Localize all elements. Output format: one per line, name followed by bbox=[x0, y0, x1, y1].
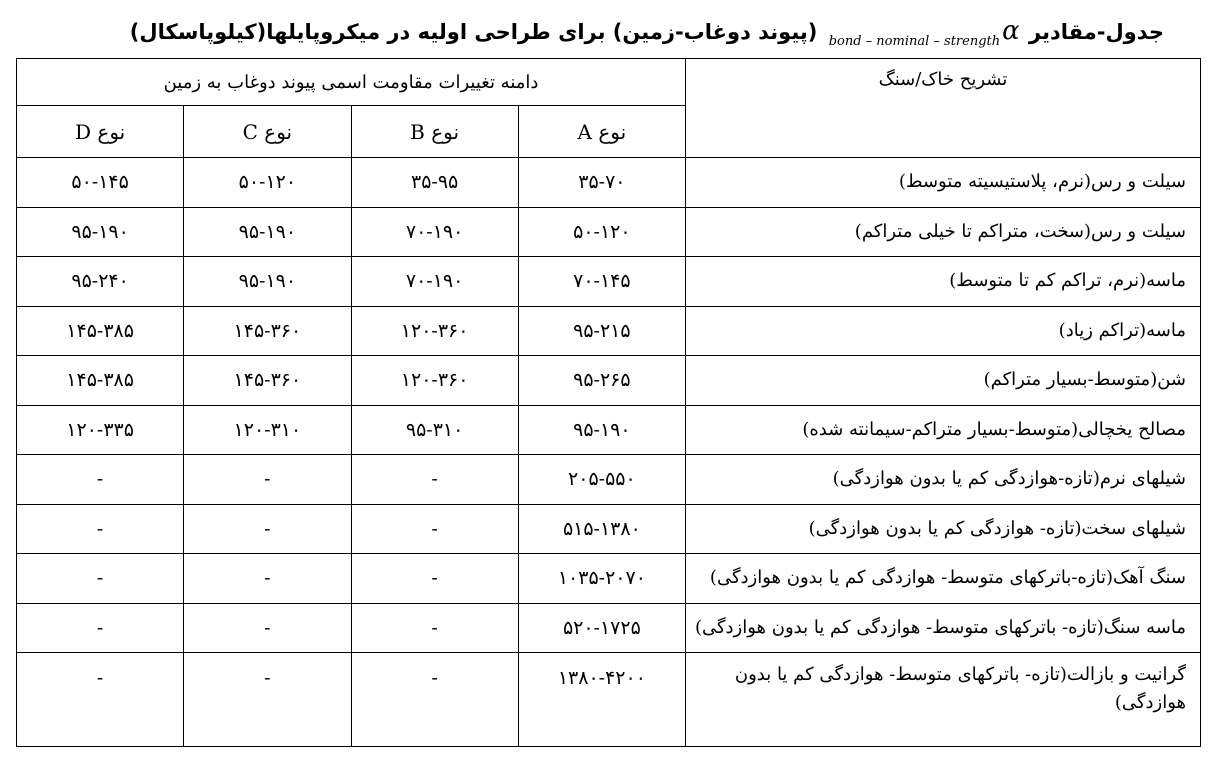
cell-type-d: - bbox=[17, 455, 184, 505]
cell-type-d: ۹۵-۱۹۰ bbox=[17, 207, 184, 257]
row-description: ماسه سنگ(تازه- باترکهای متوسط- هوازدگی کم یا بدون هوازدگی) bbox=[686, 603, 1201, 653]
cell-type-d: - bbox=[17, 653, 184, 747]
row-description: سیلت و رس(نرم، پلاستیسیته متوسط) bbox=[686, 158, 1201, 208]
table-title bbox=[120, 6, 1164, 56]
table-row bbox=[17, 455, 1201, 505]
cell-type-c: ۱۴۵-۳۶۰ bbox=[184, 306, 351, 356]
alpha-symbol: α bbox=[1002, 16, 1020, 46]
alpha-subscript: bond – nominal – strength bbox=[828, 34, 1001, 49]
row-description: سنگ آهک(تازه-باترکهای متوسط- هوازدگی کم یا بدون هوازدگی) bbox=[686, 554, 1201, 604]
cell-type-a: ۳۵-۷۰ bbox=[518, 158, 685, 208]
cell-type-a: ۷۰-۱۴۵ bbox=[518, 257, 685, 307]
table-row bbox=[17, 603, 1201, 653]
cell-type-c: - bbox=[184, 455, 351, 505]
cell-type-a: ۹۵-۲۱۵ bbox=[518, 306, 685, 356]
row-description: شیلهای سخت(تازه- هوازدگی کم یا بدون هوازدگی) bbox=[686, 504, 1201, 554]
table-row bbox=[17, 405, 1201, 455]
cell-type-d: ۱۲۰-۳۳۵ bbox=[17, 405, 184, 455]
cell-type-d: ۵۰-۱۴۵ bbox=[17, 158, 184, 208]
cell-type-b: ۷۰-۱۹۰ bbox=[351, 257, 518, 307]
bond-strength-table bbox=[16, 58, 1201, 747]
cell-type-a: ۱۳۸۰-۴۲۰۰ bbox=[518, 653, 685, 747]
row-description: ماسه(نرم، تراکم کم تا متوسط) bbox=[686, 257, 1201, 307]
cell-type-c: - bbox=[184, 653, 351, 747]
cell-type-b: ۱۲۰-۳۶۰ bbox=[351, 306, 518, 356]
cell-type-a: ۹۵-۱۹۰ bbox=[518, 405, 685, 455]
cell-type-b: ۱۲۰-۳۶۰ bbox=[351, 356, 518, 406]
cell-type-d: - bbox=[17, 554, 184, 604]
header-type-b: نوع B bbox=[351, 106, 518, 158]
header-description: تشریح خاک/سنگ bbox=[686, 59, 1201, 158]
cell-type-b: ۳۵-۹۵ bbox=[351, 158, 518, 208]
title-prefix: جدول-مقادیر bbox=[1029, 20, 1164, 44]
table-row bbox=[17, 257, 1201, 307]
table-row bbox=[17, 158, 1201, 208]
header-type-c: نوع C bbox=[184, 106, 351, 158]
cell-type-a: ۵۱۵-۱۳۸۰ bbox=[518, 504, 685, 554]
cell-type-a: ۵۲۰-۱۷۲۵ bbox=[518, 603, 685, 653]
cell-type-b: ۹۵-۳۱۰ bbox=[351, 405, 518, 455]
cell-type-d: ۹۵-۲۴۰ bbox=[17, 257, 184, 307]
cell-type-b: - bbox=[351, 504, 518, 554]
cell-type-d: - bbox=[17, 603, 184, 653]
cell-type-d: - bbox=[17, 504, 184, 554]
cell-type-c: - bbox=[184, 504, 351, 554]
cell-type-b: ۷۰-۱۹۰ bbox=[351, 207, 518, 257]
cell-type-a: ۲۰۵-۵۵۰ bbox=[518, 455, 685, 505]
cell-type-d: ۱۴۵-۳۸۵ bbox=[17, 306, 184, 356]
cell-type-b: - bbox=[351, 653, 518, 747]
title-suffix: (پیوند دوغاب-زمین) برای طراحی اولیه در میکروپایلها(کیلوپاسکال) bbox=[129, 20, 818, 44]
cell-type-a: ۱۰۳۵-۲۰۷۰ bbox=[518, 554, 685, 604]
cell-type-d: ۱۴۵-۳۸۵ bbox=[17, 356, 184, 406]
table-row bbox=[17, 306, 1201, 356]
header-range: دامنه تغییرات مقاومت اسمی پیوند دوغاب به زمین bbox=[17, 59, 686, 106]
row-description: مصالح یخچالی(متوسط-بسیار متراکم-سیمانته شده) bbox=[686, 405, 1201, 455]
row-description: شن(متوسط-بسیار متراکم) bbox=[686, 356, 1201, 406]
table-row bbox=[17, 356, 1201, 406]
cell-type-c: ۵۰-۱۲۰ bbox=[184, 158, 351, 208]
cell-type-c: ۱۴۵-۳۶۰ bbox=[184, 356, 351, 406]
cell-type-c: - bbox=[184, 603, 351, 653]
cell-type-b: - bbox=[351, 603, 518, 653]
cell-type-c: ۱۲۰-۳۱۰ bbox=[184, 405, 351, 455]
table-row bbox=[17, 653, 1201, 747]
row-description: شیلهای نرم(تازه-هوازدگی کم یا بدون هوازدگی) bbox=[686, 455, 1201, 505]
row-description: گرانیت و بازالت(تازه- باترکهای متوسط- هوازدگی کم یا بدون هوازدگی) bbox=[686, 653, 1201, 747]
cell-type-b: - bbox=[351, 455, 518, 505]
cell-type-a: ۹۵-۲۶۵ bbox=[518, 356, 685, 406]
cell-type-b: - bbox=[351, 554, 518, 604]
table-row bbox=[17, 207, 1201, 257]
cell-type-c: ۹۵-۱۹۰ bbox=[184, 207, 351, 257]
table-row bbox=[17, 554, 1201, 604]
row-description: سیلت و رس(سخت، متراکم تا خیلی متراکم) bbox=[686, 207, 1201, 257]
row-description: ماسه(تراکم زیاد) bbox=[686, 306, 1201, 356]
header-type-a: نوع A bbox=[518, 106, 685, 158]
cell-type-a: ۵۰-۱۲۰ bbox=[518, 207, 685, 257]
header-type-d: نوع D bbox=[17, 106, 184, 158]
table-row bbox=[17, 504, 1201, 554]
cell-type-c: ۹۵-۱۹۰ bbox=[184, 257, 351, 307]
cell-type-c: - bbox=[184, 554, 351, 604]
